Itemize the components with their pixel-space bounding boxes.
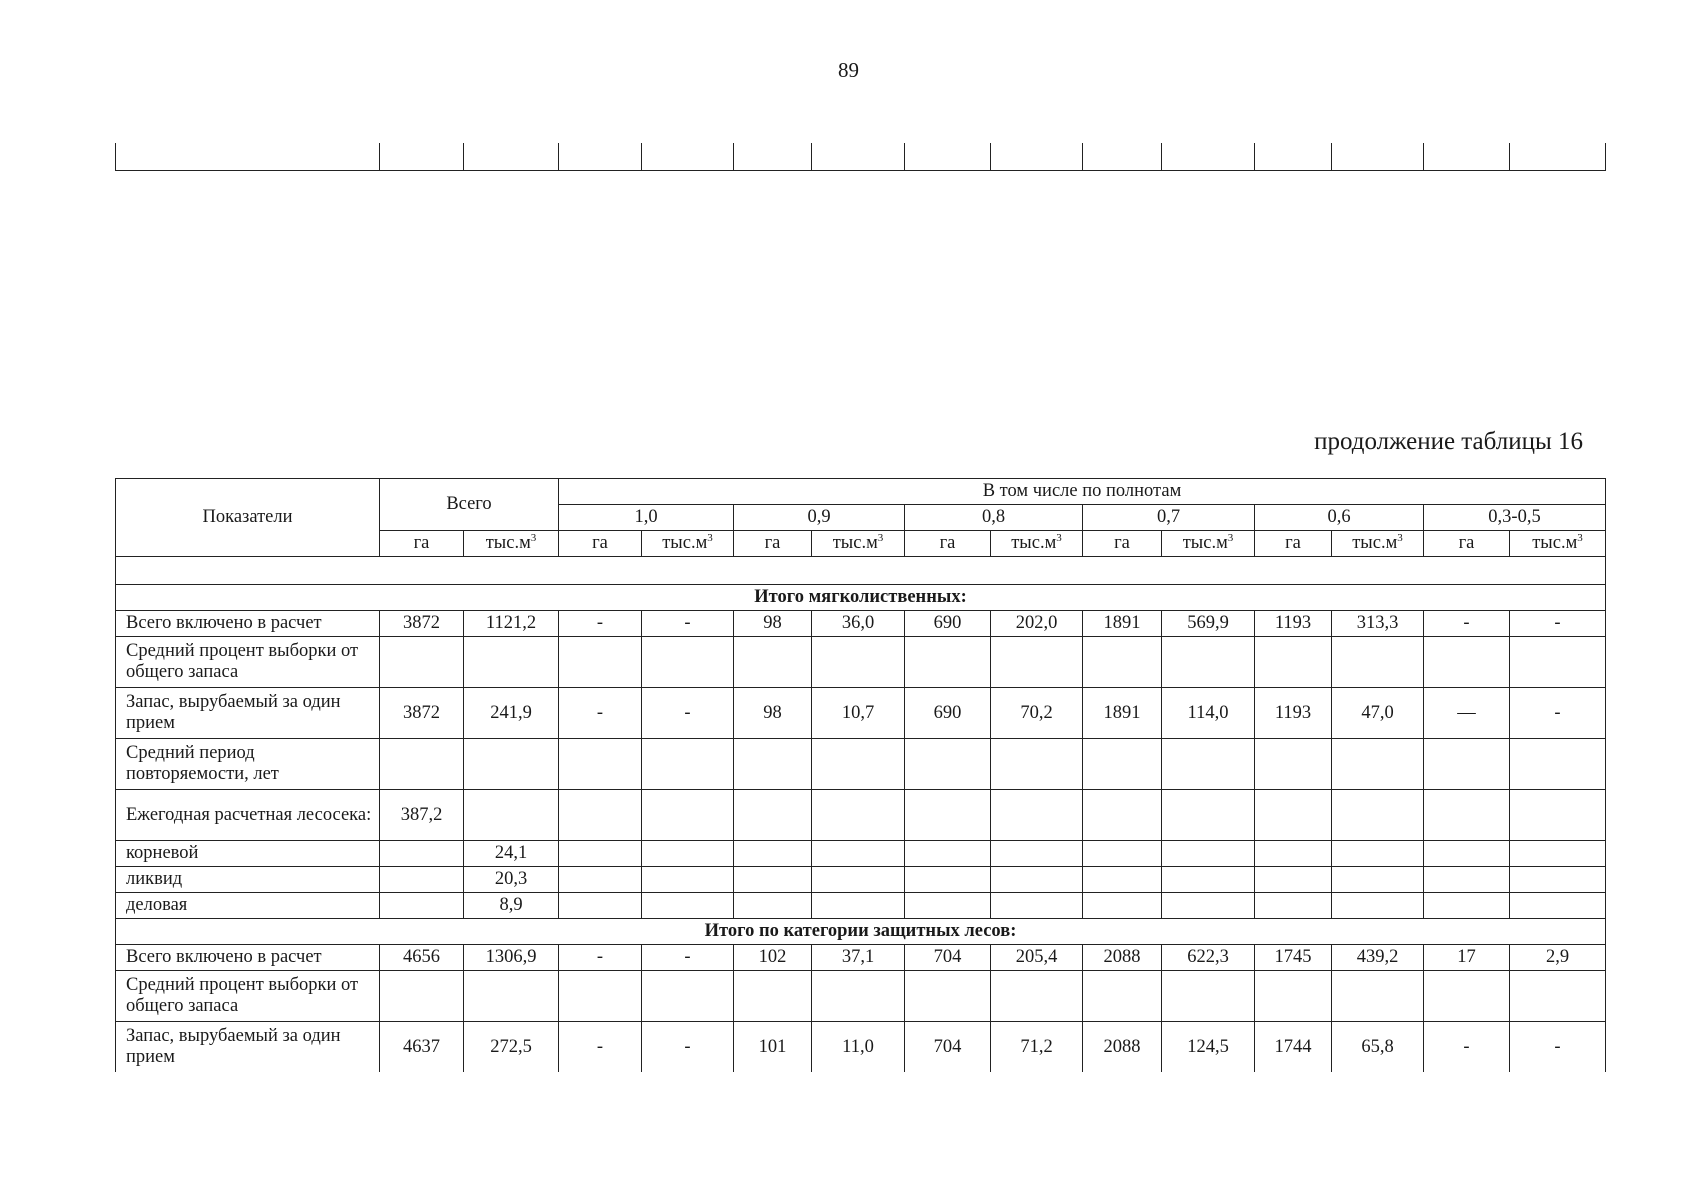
table-cell [642, 971, 734, 1022]
header-unit-ha: га [380, 531, 464, 557]
table-cell [991, 893, 1083, 919]
table-cell [1162, 790, 1255, 841]
table-cell [812, 637, 905, 688]
table-row [116, 867, 1606, 893]
header-total: Всего [380, 479, 559, 531]
table-cell [380, 739, 464, 790]
table-cell [380, 893, 464, 919]
table-cell [1510, 893, 1606, 919]
previous-table-tail [115, 143, 1606, 171]
section-title-row [116, 919, 1606, 945]
table-cell [1510, 841, 1606, 867]
unit-volume-base: тыс.м [1011, 533, 1057, 553]
header-unit-volume [642, 531, 734, 557]
row-label: Запас, вырубаемый за один прием [116, 1022, 380, 1073]
table-cell: - [642, 688, 734, 739]
header-density: 0,3-0,5 [1424, 505, 1606, 531]
header-unit-ha: га [559, 531, 642, 557]
unit-volume-exponent: 3 [530, 531, 537, 544]
table-cell: 65,8 [1332, 1022, 1424, 1073]
table-cell [734, 893, 812, 919]
table-cell: 2088 [1083, 1022, 1162, 1073]
table-cell [905, 867, 991, 893]
table-cell [991, 841, 1083, 867]
header-unit-ha: га [905, 531, 991, 557]
table-row [116, 893, 1606, 919]
table-cell [734, 739, 812, 790]
table-cell [734, 971, 812, 1022]
table-cell [1510, 867, 1606, 893]
table-cell: 1121,2 [464, 611, 559, 637]
table-cell [380, 867, 464, 893]
table-cell [642, 739, 734, 790]
table-cell: 241,9 [464, 688, 559, 739]
header-unit-volume [1162, 531, 1255, 557]
table-cell [1162, 867, 1255, 893]
table-cell: 71,2 [991, 1022, 1083, 1073]
table-cell [812, 790, 905, 841]
table-cell: - [1510, 1022, 1606, 1073]
table-cell: 1306,9 [464, 945, 559, 971]
table-cell [1332, 841, 1424, 867]
table-cell: 313,3 [1332, 611, 1424, 637]
table-cell: 4637 [380, 1022, 464, 1073]
unit-volume-exponent: 3 [1397, 531, 1403, 544]
table-cell [1083, 739, 1162, 790]
table-row [116, 688, 1606, 739]
table-cell: 690 [905, 611, 991, 637]
table-cell: - [559, 945, 642, 971]
table-cell: 1891 [1083, 688, 1162, 739]
unit-volume-base: тыс.м [1352, 533, 1398, 553]
header-unit-ha: га [1424, 531, 1510, 557]
table-cell: - [1510, 611, 1606, 637]
table-row [116, 739, 1606, 790]
header-density: 0,8 [905, 505, 1083, 531]
table-cell [812, 971, 905, 1022]
table-cell [1424, 637, 1510, 688]
table-cell [905, 790, 991, 841]
table-cell [1083, 971, 1162, 1022]
table-cell: 70,2 [991, 688, 1083, 739]
table-cell: 10,7 [812, 688, 905, 739]
table-cell: 690 [905, 688, 991, 739]
table-row [116, 611, 1606, 637]
table-cell [812, 841, 905, 867]
table-cell [559, 893, 642, 919]
row-label: Всего включено в расчет [116, 945, 380, 971]
table-cell [559, 637, 642, 688]
table-body [116, 557, 1606, 1073]
table-cell: - [1424, 611, 1510, 637]
unit-volume-exponent: 3 [1227, 531, 1234, 544]
header-unit-volume [1510, 531, 1606, 557]
table-cell: 3872 [380, 611, 464, 637]
table-cell [991, 971, 1083, 1022]
table-cell [642, 841, 734, 867]
header-unit-volume [464, 531, 559, 557]
section-title: Итого мягколиственных: [116, 585, 1606, 611]
table-cell [1255, 971, 1332, 1022]
table-cell: — [1424, 688, 1510, 739]
table-cell [559, 790, 642, 841]
table-cell [1510, 739, 1606, 790]
table-cell [991, 790, 1083, 841]
row-label: корневой [116, 841, 380, 867]
table-row [116, 1022, 1606, 1073]
row-label: Запас, вырубаемый за один прием [116, 688, 380, 739]
header-density: 0,6 [1255, 505, 1424, 531]
row-label: Средний период повторяемости, лет [116, 739, 380, 790]
unit-volume-exponent: 3 [707, 531, 713, 544]
table-cell [464, 971, 559, 1022]
table-cell: 704 [905, 1022, 991, 1073]
table-cell: - [1424, 1022, 1510, 1073]
table-cell [1162, 739, 1255, 790]
table-cell: 2088 [1083, 945, 1162, 971]
table-cell [642, 867, 734, 893]
table-cell: 11,0 [812, 1022, 905, 1073]
unit-volume-base: тыс.м [1182, 533, 1228, 553]
table-cell: 98 [734, 611, 812, 637]
header-density: 1,0 [559, 505, 734, 531]
table-cell: 47,0 [1332, 688, 1424, 739]
table-cell [734, 867, 812, 893]
table-cell: 8,9 [464, 893, 559, 919]
row-label: Ежегодная расчетная лесосека: [116, 790, 380, 841]
table-cell [905, 739, 991, 790]
table-cell: 24,1 [464, 841, 559, 867]
table-cell: 1891 [1083, 611, 1162, 637]
table-cell [642, 637, 734, 688]
table-cell: 3872 [380, 688, 464, 739]
table-cell [1255, 790, 1332, 841]
table-cell: 1193 [1255, 611, 1332, 637]
unit-volume-exponent: 3 [877, 531, 884, 544]
table-cell [1510, 790, 1606, 841]
table-cell [1162, 893, 1255, 919]
table-cell: - [642, 945, 734, 971]
table-cell: 2,9 [1510, 945, 1606, 971]
table-cell [1083, 790, 1162, 841]
table-cell [734, 841, 812, 867]
table-cell [905, 893, 991, 919]
table-cell: - [642, 611, 734, 637]
table-cell [812, 739, 905, 790]
table-cell [812, 893, 905, 919]
table-cell [1162, 841, 1255, 867]
table-cell: - [559, 688, 642, 739]
table-cell: 124,5 [1162, 1022, 1255, 1073]
table-cell [1332, 971, 1424, 1022]
table-cell [1510, 637, 1606, 688]
main-table [115, 478, 1606, 1072]
table-cell [1083, 637, 1162, 688]
header-indicators: Показатели [116, 479, 380, 557]
table-row [116, 637, 1606, 688]
table-cell: 20,3 [464, 867, 559, 893]
table-cell: 1744 [1255, 1022, 1332, 1073]
table-cell [559, 971, 642, 1022]
table-cell [991, 739, 1083, 790]
table-cell: 439,2 [1332, 945, 1424, 971]
table-cell [1424, 893, 1510, 919]
header-unit-volume [1332, 531, 1424, 557]
table-cell: 202,0 [991, 611, 1083, 637]
table-cell [1424, 841, 1510, 867]
table-cell [380, 971, 464, 1022]
table-cell [1332, 637, 1424, 688]
table-cell [1424, 867, 1510, 893]
table-cell [734, 790, 812, 841]
table-cell [1332, 867, 1424, 893]
table-cell: - [559, 611, 642, 637]
table-cell [559, 841, 642, 867]
table-cell [991, 637, 1083, 688]
table-cell [1332, 790, 1424, 841]
table-cell [642, 790, 734, 841]
row-label: деловая [116, 893, 380, 919]
table-cell [464, 637, 559, 688]
table-cell [905, 841, 991, 867]
table-cell: 387,2 [380, 790, 464, 841]
table-cell [464, 790, 559, 841]
unit-volume-base: тыс.м [485, 533, 531, 553]
table-cell: 17 [1424, 945, 1510, 971]
table-caption: продолжение таблицы 16 [1314, 428, 1583, 455]
table-cell: 37,1 [812, 945, 905, 971]
table-row [116, 971, 1606, 1022]
table-cell: - [642, 1022, 734, 1073]
page-number: 89 [838, 58, 859, 82]
table-cell [559, 867, 642, 893]
table-cell [1162, 971, 1255, 1022]
unit-volume-base: тыс.м [662, 533, 708, 553]
header-density: 0,7 [1083, 505, 1255, 531]
row-label: Всего включено в расчет [116, 611, 380, 637]
header-unit-ha: га [1255, 531, 1332, 557]
header-by-density: В том числе по полнотам [559, 479, 1606, 505]
table-cell [1332, 893, 1424, 919]
table-row [116, 945, 1606, 971]
table-cell [1510, 971, 1606, 1022]
table-cell: 101 [734, 1022, 812, 1073]
table-cell: 98 [734, 688, 812, 739]
blank-row [116, 557, 1606, 585]
header-density: 0,9 [734, 505, 905, 531]
table-cell [1255, 841, 1332, 867]
table-cell [812, 867, 905, 893]
section-title: Итого по категории защитных лесов: [116, 919, 1606, 945]
table-cell [1083, 841, 1162, 867]
unit-volume-exponent: 3 [1577, 531, 1583, 544]
table-cell [380, 637, 464, 688]
section-title-row [116, 585, 1606, 611]
table-cell [464, 739, 559, 790]
table-cell: 205,4 [991, 945, 1083, 971]
table-cell [905, 637, 991, 688]
row-label: ликвид [116, 867, 380, 893]
table-cell [1255, 893, 1332, 919]
header-unit-ha: га [734, 531, 812, 557]
row-label: Средний процент выборки от общего запаса [116, 971, 380, 1022]
table-cell [1424, 971, 1510, 1022]
table-cell: 4656 [380, 945, 464, 971]
header-unit-ha: га [1083, 531, 1162, 557]
table-cell: 102 [734, 945, 812, 971]
table-cell [734, 637, 812, 688]
table-cell: 569,9 [1162, 611, 1255, 637]
table-cell: - [1510, 688, 1606, 739]
table-cell [1255, 739, 1332, 790]
table-cell [1255, 637, 1332, 688]
table-cell: 622,3 [1162, 945, 1255, 971]
table-cell [905, 971, 991, 1022]
header-unit-volume [812, 531, 905, 557]
table-cell [1255, 867, 1332, 893]
table-cell [1162, 637, 1255, 688]
table-cell [1424, 739, 1510, 790]
table-cell: 704 [905, 945, 991, 971]
table-cell [1424, 790, 1510, 841]
table-cell: - [559, 1022, 642, 1073]
table-cell [380, 841, 464, 867]
table-cell: 1745 [1255, 945, 1332, 971]
row-label: Средний процент выборки от общего запаса [116, 637, 380, 688]
table-row [116, 790, 1606, 841]
unit-volume-base: тыс.м [1532, 533, 1578, 553]
table-cell [991, 867, 1083, 893]
unit-volume-base: тыс.м [832, 533, 878, 553]
header-unit-volume [991, 531, 1083, 557]
table-cell: 36,0 [812, 611, 905, 637]
table-cell [642, 893, 734, 919]
table-cell [1332, 739, 1424, 790]
table-cell: 114,0 [1162, 688, 1255, 739]
table-cell: 1193 [1255, 688, 1332, 739]
table-cell: 272,5 [464, 1022, 559, 1073]
table-cell [1083, 893, 1162, 919]
table-row [116, 841, 1606, 867]
table-cell [559, 739, 642, 790]
table-cell [1083, 867, 1162, 893]
unit-volume-exponent: 3 [1056, 531, 1062, 544]
